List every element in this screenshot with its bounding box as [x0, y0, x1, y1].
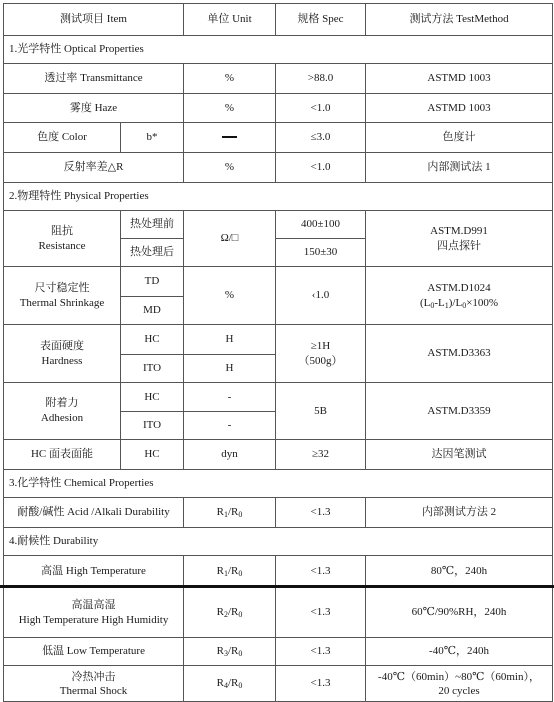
item-cell: 反射率差△R [4, 153, 184, 183]
unit-cell: % [184, 94, 276, 123]
spec-cell: <1.3 [276, 638, 366, 666]
method-line: ASTM.D991 [430, 224, 488, 237]
item-cell: 透过率 Transmittance [4, 64, 184, 94]
sub-item-cell: 热处理前 [121, 211, 184, 239]
unit-cell [184, 498, 276, 528]
method-line: ASTM.D1024 [427, 281, 491, 294]
unit-sub: 0 [238, 681, 243, 690]
unit-cell: Ω/□ [184, 211, 276, 267]
unit-cell: % [184, 64, 276, 94]
unit-part: R [216, 506, 224, 518]
formula-part: ×100% [466, 296, 499, 309]
page-break-rule [0, 585, 554, 588]
unit-sub: 2 [223, 610, 228, 619]
method-line: -40℃（60min）~80℃（60min）， [378, 670, 540, 683]
unit-sub: 1 [223, 569, 228, 578]
table-row-acid-alkali [4, 498, 553, 528]
spec-cell [276, 325, 366, 383]
header-unit: 单位 Unit [184, 4, 276, 36]
unit-cell [184, 638, 276, 666]
header-item: 测试项目 Item [4, 4, 184, 36]
unit-sub: 0 [238, 610, 243, 619]
item-en: Thermal Shock [59, 684, 128, 697]
table-row-color [4, 123, 553, 153]
item-cn: 尺寸稳定性 [34, 281, 90, 294]
sub-item-cell: 热处理后 [121, 239, 184, 267]
unit-part: /R [227, 677, 239, 689]
item-en: Hardness [41, 354, 83, 367]
spec-cell: <1.3 [276, 498, 366, 528]
unit-part: /R [227, 645, 239, 657]
method-cell: 色度计 [366, 123, 553, 153]
formula-sub: 0 [462, 300, 467, 310]
section-title-physical: 2.物理特性 Physical Properties [4, 183, 553, 211]
table-row-transmittance [4, 64, 553, 94]
unit-cell [184, 666, 276, 702]
method-cell [366, 666, 553, 702]
item-cell: 高温 High Temperature [4, 556, 184, 588]
unit-cell: dyn [184, 440, 276, 470]
item-cn: 附着力 [45, 397, 79, 409]
method-cell: 80℃，240h [366, 556, 553, 588]
unit-sub: 1 [223, 510, 228, 519]
unit-cell: H [184, 355, 276, 383]
table-row-resistance [4, 211, 553, 239]
method-cell: ASTMD 1003 [366, 64, 553, 94]
section-title-chemical: 3.化学特性 Chemical Properties [4, 470, 553, 498]
section-title-optical: 1.光学特性 Optical Properties [4, 36, 553, 64]
formula-part: )/L [448, 296, 463, 309]
spec-line: ≥1H [310, 339, 331, 352]
method-cell: 内部测试法 1 [366, 153, 553, 183]
unit-part: R [216, 677, 224, 689]
item-en: Resistance [38, 239, 86, 252]
sub-item-cell: b* [121, 123, 184, 153]
method-cell: ASTM.D3359 [366, 383, 553, 440]
method-line: 四点探针 [437, 239, 482, 252]
item-en: Thermal Shrinkage [19, 296, 105, 309]
method-cell: ASTMD 1003 [366, 94, 553, 123]
table-row-haze [4, 94, 553, 123]
sub-item-cell: ITO [121, 355, 184, 383]
method-cell: 达因笔测试 [366, 440, 553, 470]
unit-cell: - [184, 412, 276, 440]
sub-item-cell: HC [121, 325, 184, 355]
item-cell [4, 666, 184, 702]
unit-part: /R [227, 506, 239, 518]
item-cn: 表面硬度 [40, 339, 84, 352]
formula-sub: 0 [430, 300, 435, 310]
table-row-humidity [4, 588, 553, 638]
sub-item-cell: HC [121, 440, 184, 470]
unit-cell: - [184, 383, 276, 412]
spec-cell: ‹1.0 [276, 267, 366, 325]
spec-line: （500g） [298, 354, 343, 367]
unit-sub: 0 [238, 510, 243, 519]
spec-cell: <1.0 [276, 94, 366, 123]
spec-cell: 5B [276, 383, 366, 440]
unit-cell [184, 556, 276, 588]
sub-item-cell: MD [121, 297, 184, 325]
header-method: 测试方法 TestMethod [366, 4, 553, 36]
item-cn: 冷热冲击 [71, 670, 116, 683]
unit-cell: H [184, 325, 276, 355]
item-cell: 低温 Low Temperature [4, 638, 184, 666]
spec-cell: >88.0 [276, 64, 366, 94]
unit-part: R [216, 645, 224, 657]
item-cell: HC 面表面能 [4, 440, 121, 470]
table-row-low-temperature [4, 638, 553, 666]
header-row [4, 4, 553, 36]
spec-cell: <1.0 [276, 153, 366, 183]
section-row-durability [4, 528, 553, 556]
dash-mark [222, 136, 237, 138]
item-en: Adhesion [40, 412, 84, 424]
unit-cell: % [184, 267, 276, 325]
method-line: 20 cycles [438, 684, 480, 697]
unit-cell [184, 123, 276, 153]
method-cell: -40℃，240h [366, 638, 553, 666]
item-en: High Temperature High Humidity [18, 613, 169, 626]
table-row-reflectance [4, 153, 553, 183]
unit-part: R [216, 606, 224, 618]
item-cell [4, 325, 121, 383]
item-cell: 耐酸/碱性 Acid /Alkali Durability [4, 498, 184, 528]
item-cell [4, 383, 121, 440]
table-row-thermal-shock [4, 666, 553, 702]
method-cell [366, 211, 553, 267]
unit-cell [184, 588, 276, 638]
spec-cell: ≤3.0 [276, 123, 366, 153]
formula-sub: 1 [444, 300, 449, 310]
table-row-hardness [4, 325, 553, 355]
spec-cell: <1.3 [276, 556, 366, 588]
item-cell: 雾度 Haze [4, 94, 184, 123]
formula-part: (L [419, 296, 431, 309]
unit-part: R [216, 565, 224, 577]
section-row-optical [4, 36, 553, 64]
unit-part: /R [227, 565, 239, 577]
spec-cell: <1.3 [276, 588, 366, 638]
unit-sub: 0 [238, 569, 243, 578]
header-spec: 规格 Spec [276, 4, 366, 36]
spec-cell: ≥32 [276, 440, 366, 470]
unit-sub: 3 [223, 649, 228, 658]
spec-cell: 150±30 [276, 239, 366, 267]
spec-cell: <1.3 [276, 666, 366, 702]
table-row-high-temperature [4, 556, 553, 588]
table-row-shrinkage [4, 267, 553, 297]
table-row-adhesion [4, 383, 553, 412]
specification-table [3, 3, 553, 702]
method-cell: ASTM.D3363 [366, 325, 553, 383]
formula [368, 296, 550, 311]
formula-part: -L [434, 296, 445, 309]
sub-item-cell: ITO [121, 412, 184, 440]
spec-cell: 400±100 [276, 211, 366, 239]
unit-part: /R [227, 606, 239, 618]
item-cell [4, 211, 121, 267]
unit-sub: 0 [238, 649, 243, 658]
section-row-chemical [4, 470, 553, 498]
table-row-surface-energy [4, 440, 553, 470]
section-title-durability: 4.耐候性 Durability [4, 528, 553, 556]
method-cell: 60℃/90%RH，240h [366, 588, 553, 638]
section-row-physical [4, 183, 553, 211]
item-cn: 高温高湿 [71, 598, 116, 611]
sub-item-cell: HC [121, 383, 184, 412]
unit-cell: % [184, 153, 276, 183]
item-cn: 阻抗 [51, 224, 73, 237]
unit-sub: 4 [223, 681, 228, 690]
item-cell: 色度 Color [4, 123, 121, 153]
sub-item-cell: TD [121, 267, 184, 297]
item-cell [4, 588, 184, 638]
method-cell [366, 267, 553, 325]
item-cell [4, 267, 121, 325]
method-cell: 内部测试方法 2 [366, 498, 553, 528]
